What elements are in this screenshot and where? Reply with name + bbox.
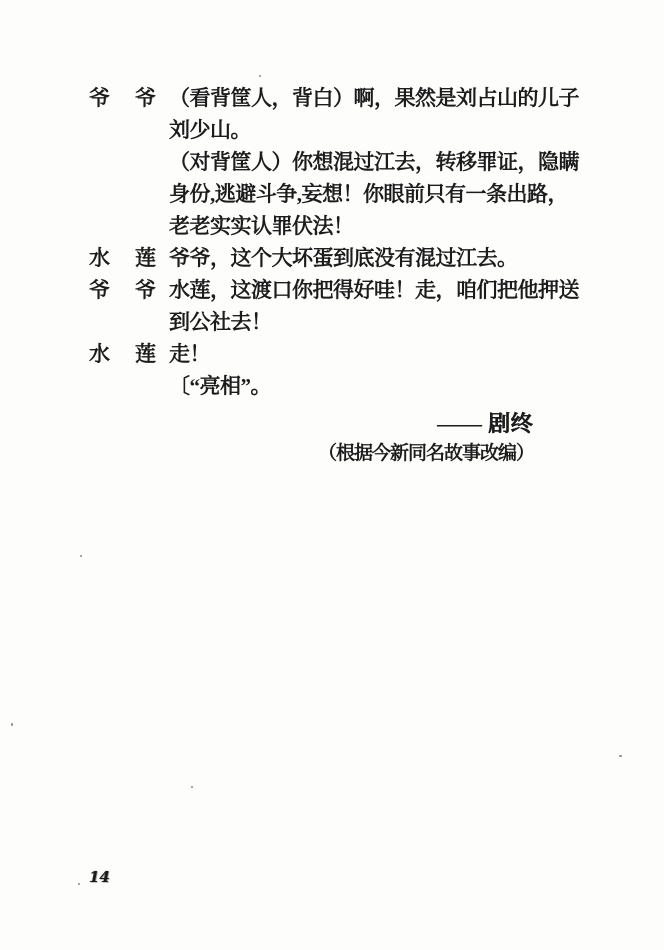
speaker-name (89, 245, 156, 271)
speaker-char: 水 (89, 342, 110, 366)
speaker-char: 爷 (89, 86, 110, 110)
page-number: 14 (89, 868, 110, 886)
scan-speck (259, 75, 261, 77)
scan-speck (619, 755, 622, 757)
script-line (0, 181, 664, 211)
script-line (0, 341, 664, 371)
script-line (0, 245, 664, 275)
adaptation-credit: （根据今新同名故事改编） (318, 443, 535, 464)
ending-mark: —— 剧终 (437, 411, 534, 436)
speaker-name (89, 85, 156, 111)
script-line (0, 85, 664, 115)
speaker-char: 爷 (135, 86, 156, 110)
speaker-char: 水 (89, 246, 110, 270)
script-line (0, 213, 664, 243)
speaker-char: 爷 (135, 278, 156, 302)
scan-speck (11, 723, 13, 726)
scan-speck (80, 555, 82, 557)
dialogue-text: 到公社去！ (169, 310, 272, 334)
speaker-name (89, 277, 156, 303)
speaker-char: 爷 (89, 278, 110, 302)
script-line (0, 309, 664, 339)
dialogue-text: 老老实实认罪伏法！ (169, 214, 354, 238)
script-line (0, 117, 664, 147)
speaker-name (89, 341, 156, 367)
script-line (0, 149, 664, 179)
dialogue-text: 刘少山。 (169, 118, 251, 142)
scan-speck (78, 883, 80, 885)
script-line (0, 277, 664, 307)
speaker-char: 莲 (135, 246, 156, 270)
dialogue-text: 爷爷，这个大坏蛋到底没有混过江去。 (169, 246, 518, 270)
script-line (0, 373, 664, 403)
stage-direction-text: 〔“亮相”。 (169, 374, 271, 398)
dialogue-text: 水莲，这渡口你把得好哇！走，咱们把他押送 (169, 278, 579, 302)
scan-speck (191, 786, 193, 788)
dialogue-text: （对背筐人）你想混过江去，转移罪证，隐瞒 (169, 150, 579, 174)
dialogue-text: 走！ (169, 342, 210, 366)
speaker-char: 莲 (135, 342, 156, 366)
dialogue-text: （看背筐人，背白）啊，果然是刘占山的儿子 (169, 86, 579, 110)
dialogue-text: 身份,逃避斗争,妄想！你眼前只有一条出路， (169, 182, 568, 206)
